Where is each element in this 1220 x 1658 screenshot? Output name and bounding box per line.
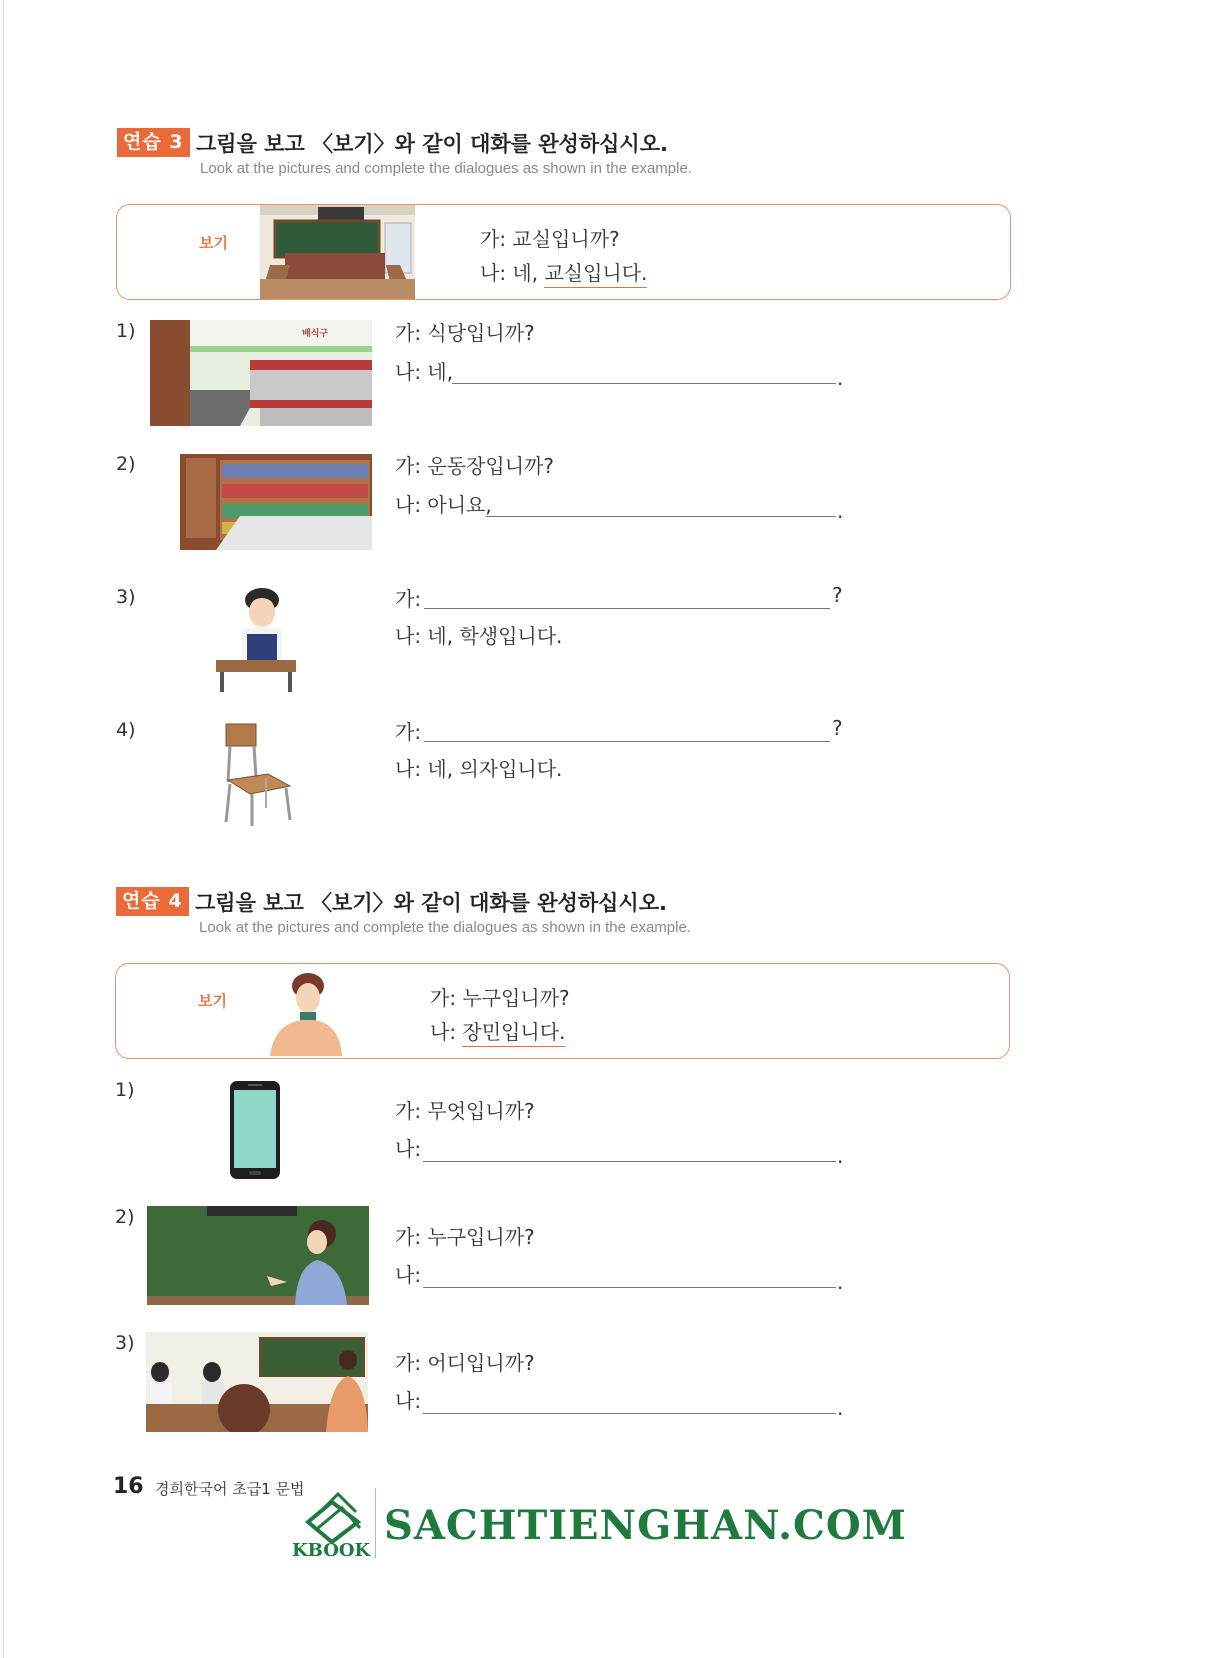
exercise3-example-label: 보기 — [199, 234, 228, 252]
ex3-item2-period: . — [837, 499, 844, 523]
exercise3-example-answer-underlined: 교실입니다. — [544, 261, 647, 288]
teacher-image — [147, 1206, 369, 1305]
exercise3-badge: 연습 3 — [117, 128, 190, 157]
ex3-item3-question-mark: ? — [832, 583, 843, 607]
ex3-item1-question: 가: 식당입니까? — [395, 321, 535, 345]
ex4-item3-answer-prefix: 나: — [395, 1389, 422, 1413]
ex4-item2-answer-prefix: 나: — [395, 1263, 422, 1287]
exercise3-title: 그림을 보고 〈보기〉와 같이 대화를 완성하십시오. — [196, 132, 668, 156]
chair-image — [220, 722, 292, 826]
exercise3-example-answer — [480, 257, 647, 286]
ex3-item4-question-mark: ? — [832, 716, 843, 740]
library-image — [180, 454, 372, 550]
exercise4-example-answer-prefix: 나: — [430, 1020, 463, 1044]
ex4-item1-question: 가: 무엇입니까? — [395, 1099, 535, 1123]
ex4-item3-question: 가: 어디입니까? — [395, 1351, 535, 1375]
publisher-name: KBOOK — [292, 1540, 371, 1561]
exercise4-example-label: 보기 — [198, 992, 227, 1010]
ex3-item4-number: 4) — [116, 719, 136, 741]
exercise4-example-answer — [430, 1016, 565, 1045]
ex4-item3-period: . — [837, 1396, 844, 1420]
cafeteria-sign-text: 배식구 — [302, 329, 329, 339]
ex4-item1-period: . — [837, 1144, 844, 1168]
ex4-item2-question: 가: 누구입니까? — [395, 1225, 535, 1249]
exercise4-example-answer-underlined: 장민입니다. — [462, 1020, 565, 1047]
ex3-item1-period: . — [837, 366, 844, 390]
student-image — [214, 586, 302, 694]
ex4-item1-number: 1) — [115, 1079, 135, 1101]
classroom-scene-image — [146, 1332, 368, 1432]
cafeteria-image — [150, 320, 372, 426]
ex3-item4-question-blank[interactable] — [424, 741, 830, 742]
exercise3-subtitle: Look at the pictures and complete the dialogues as shown in the example. — [200, 160, 692, 177]
ex3-item2-question: 가: 운동장입니까? — [395, 454, 554, 478]
ex4-item3-number: 3) — [115, 1332, 135, 1354]
ex3-item2-answer-prefix: 나: 아니요, — [395, 493, 492, 517]
footer-divider — [375, 1488, 376, 1558]
exercise3-example-answer-prefix: 나: 네, — [480, 261, 545, 285]
exercise4-badge: 연습 4 — [116, 887, 189, 916]
ex4-item2-period: . — [837, 1270, 844, 1294]
ex4-item2-number: 2) — [115, 1206, 135, 1228]
page-edge — [3, 0, 4, 1658]
ex3-item2-answer-blank[interactable] — [486, 516, 836, 517]
website-watermark: SACHTIENGHAN.COM — [384, 1502, 907, 1549]
ex4-item2-answer-blank[interactable] — [423, 1287, 836, 1288]
ex3-item3-question-blank[interactable] — [424, 608, 830, 609]
smartphone-image — [228, 1080, 282, 1180]
ex4-item1-answer-prefix: 나: — [395, 1137, 422, 1161]
ex3-item4-question-prefix: 가: — [395, 720, 422, 744]
exercise3-example-question: 가: 교실입니까? — [480, 227, 620, 251]
classroom-image — [260, 205, 415, 299]
ex3-item1-answer-blank[interactable] — [452, 383, 836, 384]
exercise4-subtitle: Look at the pictures and complete the dialogues as shown in the example. — [199, 919, 691, 936]
book-title: 경희한국어 초급1 문법 — [155, 1480, 305, 1498]
exercise4-title: 그림을 보고 〈보기〉와 같이 대화를 완성하십시오. — [195, 891, 667, 915]
ex3-item3-answer: 나: 네, 학생입니다. — [395, 624, 563, 648]
ex3-item1-number: 1) — [116, 320, 136, 342]
ex3-item3-question-prefix: 가: — [395, 587, 422, 611]
page-number: 16 — [113, 1474, 144, 1499]
person-jangmin-image — [262, 970, 344, 1056]
ex3-item3-number: 3) — [116, 586, 136, 608]
kbook-logo-icon — [298, 1488, 368, 1544]
ex4-item3-answer-blank[interactable] — [423, 1413, 836, 1414]
ex3-item4-answer: 나: 네, 의자입니다. — [395, 757, 563, 781]
ex3-item1-answer-prefix: 나: 네, — [395, 360, 454, 384]
ex4-item1-answer-blank[interactable] — [423, 1161, 836, 1162]
ex3-item2-number: 2) — [116, 453, 136, 475]
exercise4-example-question: 가: 누구입니까? — [430, 986, 570, 1010]
